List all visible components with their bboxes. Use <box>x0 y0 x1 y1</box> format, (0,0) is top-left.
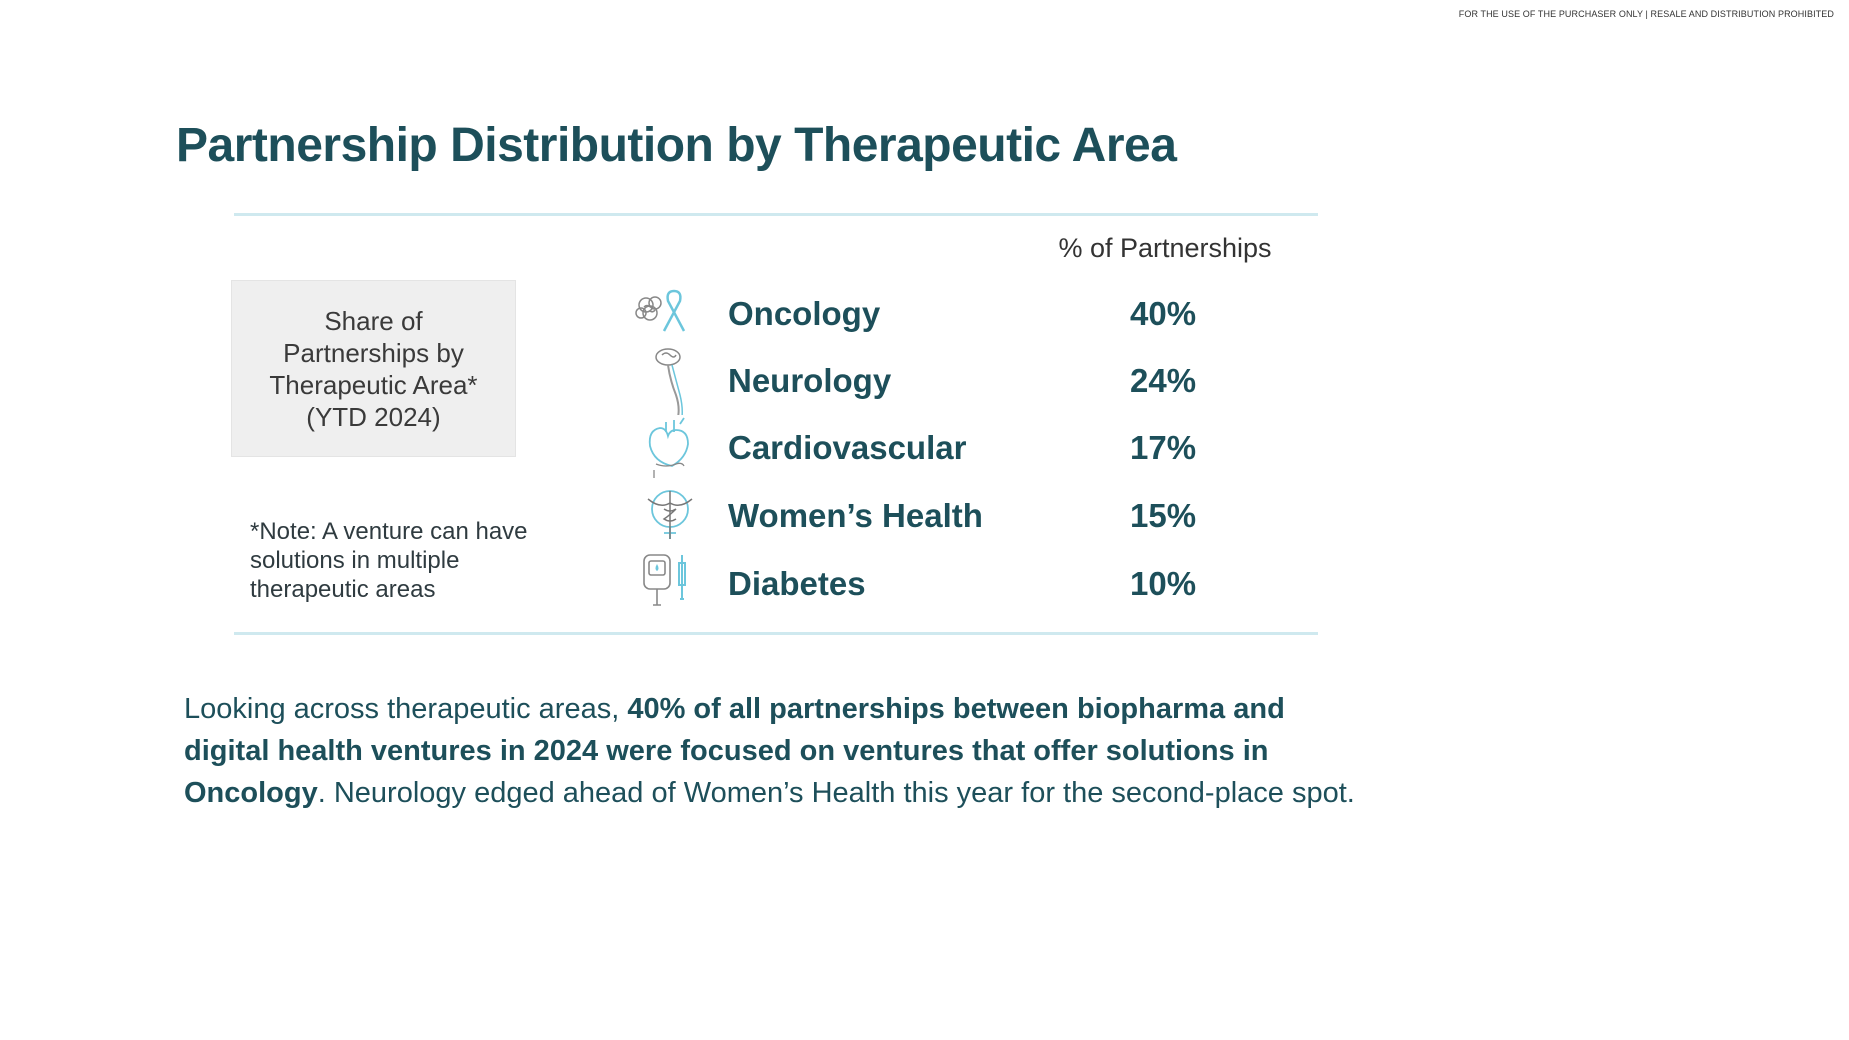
row-value: 10% <box>1130 565 1197 602</box>
summary-paragraph <box>184 688 1364 814</box>
row-value: 40% <box>1130 295 1197 332</box>
table-row-cardiovascular <box>630 417 1230 477</box>
row-label: Diabetes <box>728 565 866 602</box>
disclaimer: FOR THE USE OF THE PURCHASER ONLY | RESALE AND DISTRIBUTION PROHIBITED <box>1458 9 1834 19</box>
footnote: *Note: A venture can have solutions in multiple therapeutic areas <box>250 518 528 603</box>
column-header: % of Partnerships <box>1058 233 1272 263</box>
row-value: 24% <box>1130 362 1197 399</box>
share-box <box>231 280 516 457</box>
row-value: 15% <box>1130 497 1197 534</box>
row-label: Oncology <box>728 295 881 332</box>
bottom-divider <box>234 632 1318 635</box>
row-value: 17% <box>1130 429 1197 466</box>
row-label: Women’s Health <box>728 497 983 534</box>
summary-conclusion: . Neurology edged ahead of Women’s Health this year for the second-place spot. <box>317 777 1355 809</box>
heart-icon <box>630 409 710 479</box>
table-row-diabetes <box>630 553 1230 613</box>
summary-intro: Looking across therapeutic areas, <box>184 693 628 725</box>
table-row-neurology <box>630 350 1230 410</box>
table-row-womens-health <box>630 485 1230 545</box>
summary-highlight: 40% of all partnerships between biopharma and digital health ventures in 2024 were focused on ventures that offer solutions in Oncology <box>184 693 1285 809</box>
cancer-ribbon-icon <box>630 283 710 343</box>
table-row-oncology <box>630 283 1230 343</box>
page-title: Partnership Distribution by Therapeutic Area <box>176 119 1177 172</box>
glucose-meter-icon <box>630 547 710 611</box>
share-box-text: Share of Partnerships by Therapeutic Area* (YTD 2024) <box>269 305 478 432</box>
top-divider <box>234 213 1318 216</box>
brain-spine-icon <box>630 335 710 415</box>
row-label: Neurology <box>728 362 892 399</box>
caduceus-icon <box>630 481 710 545</box>
row-label: Cardiovascular <box>728 429 967 466</box>
